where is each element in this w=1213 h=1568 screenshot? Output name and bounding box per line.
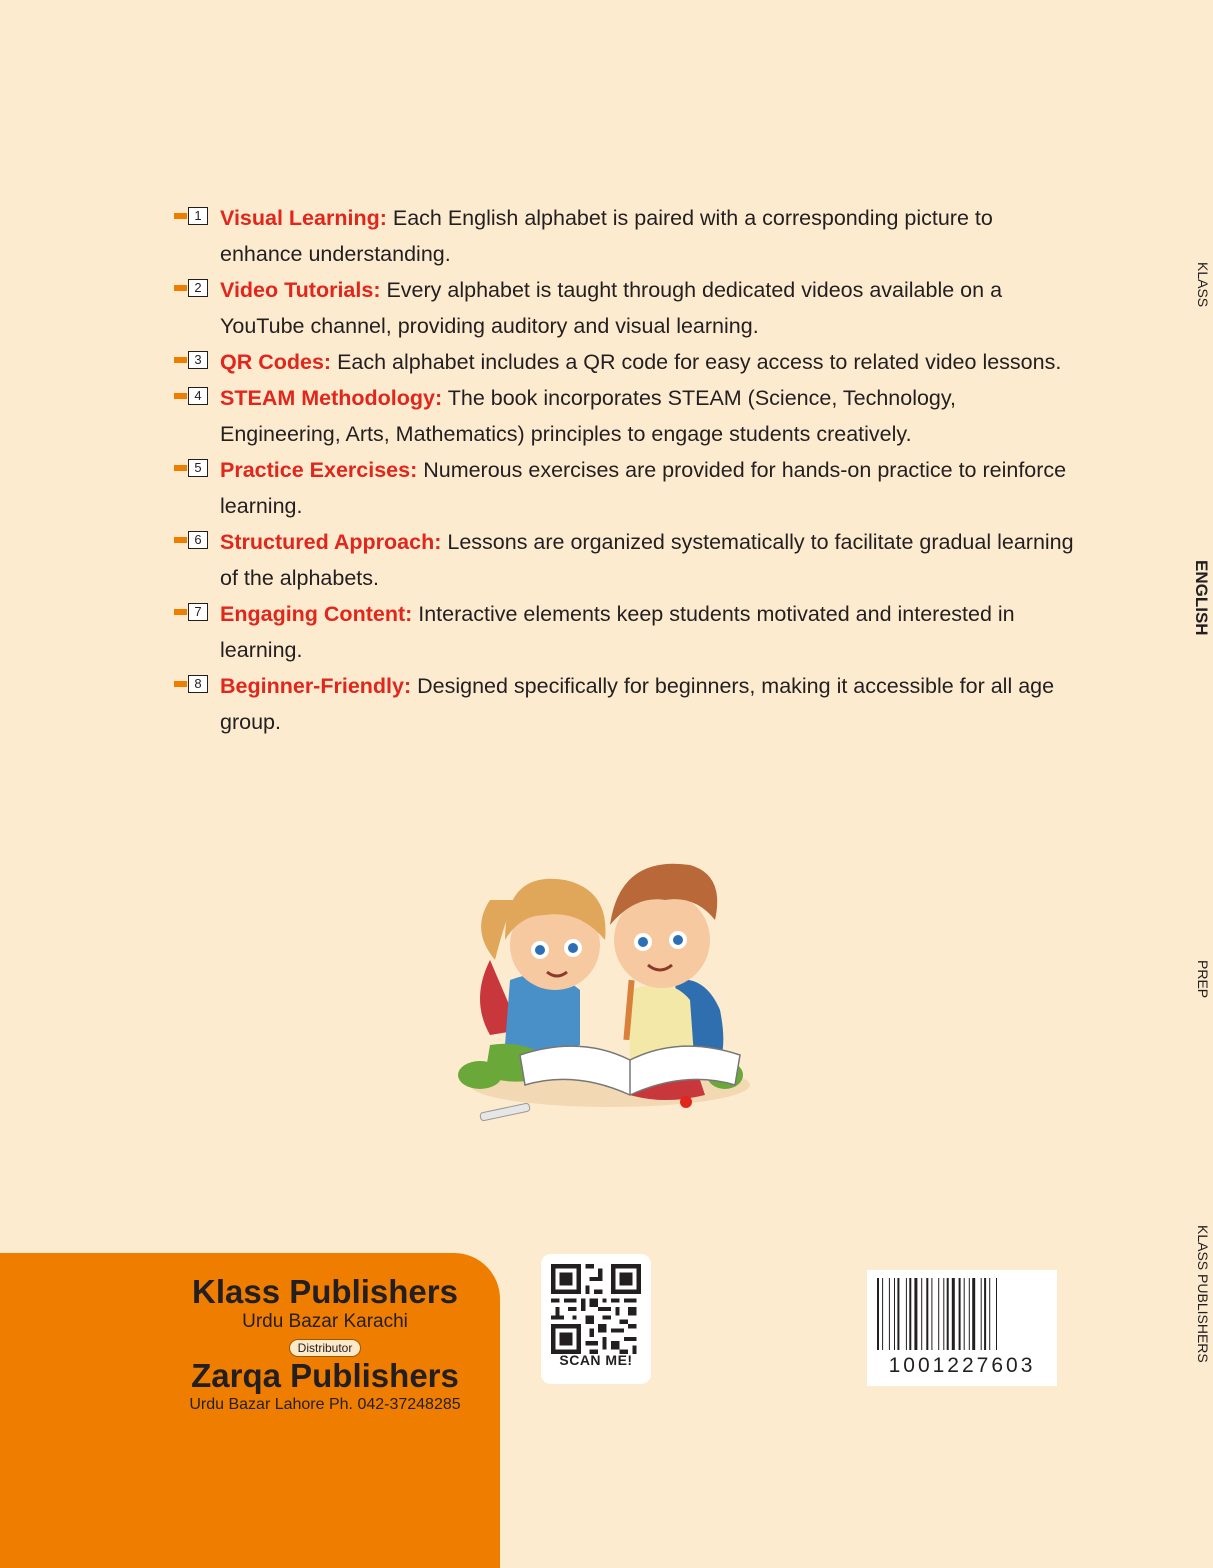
bullet-marker: 4 [174,387,208,405]
feature-item [174,380,1074,452]
bullet-marker: 5 [174,459,208,477]
barcode-bars-icon [877,1278,1047,1350]
publisher-panel [0,1253,500,1568]
feature-item [174,452,1074,524]
feature-text: Interactive elements keep students motivated and interested in learning. [220,602,1015,662]
distributor-block [150,1339,500,1415]
bullet-marker: 7 [174,603,208,621]
feature-title: STEAM Methodology: [220,386,443,410]
spine-text-title: ENGLISH [1192,560,1211,636]
feature-text: The book incorporates STEAM (Science, Technology, Engineering, Arts, Mathematics) principles to engage students creatively. [220,386,957,446]
feature-item [174,272,1074,344]
bullet-marker: 3 [174,351,208,369]
bullet-marker: 8 [174,675,208,693]
barcode-number: 1001227603 [888,1354,1036,1377]
feature-text: Numerous exercises are provided for hands-on practice to reinforce learning. [220,458,1067,518]
feature-title: QR Codes: [220,350,332,374]
kids-reading-illustration [450,830,770,1130]
klass-publisher-block [150,1273,500,1333]
feature-text: Each English alphabet is paired with a corresponding picture to enhance understanding. [220,206,993,266]
scan-me-label: SCAN ME! [559,1352,633,1368]
feature-item [174,344,1074,380]
zarqa-publisher-name: Zarqa Publishers [191,1357,459,1394]
bullet-marker: 1 [174,207,208,225]
bullet-marker: 2 [174,279,208,297]
feature-title: Visual Learning: [220,206,387,230]
distributor-badge: Distributor [289,1339,362,1357]
feature-title: Video Tutorials: [220,278,381,302]
spine-text-top: KLASS [1195,262,1211,308]
feature-item [174,200,1074,272]
feature-text: Designed specifically for beginners, making it accessible for all age group. [220,674,1055,734]
feature-text: Every alphabet is taught through dedicated videos available on a YouTube channel, providing auditory and visual learning. [220,278,1003,338]
spine-text-level: PREP [1195,960,1211,999]
zarqa-publisher-address: Urdu Bazar Lahore Ph. 042-37248285 [189,1396,461,1413]
feature-item [174,668,1074,740]
klass-publisher-address: Urdu Bazar Karachi [242,1311,408,1332]
feature-text: Lessons are organized systematically to facilitate gradual learning of the alphabets. [220,530,1074,590]
barcode [867,1270,1057,1386]
klass-publisher-name: Klass Publishers [192,1273,458,1310]
feature-list [174,200,1074,740]
bullet-marker: 6 [174,531,208,549]
feature-title: Practice Exercises: [220,458,418,482]
feature-title: Beginner-Friendly: [220,674,412,698]
feature-item [174,596,1074,668]
feature-title: Structured Approach: [220,530,442,554]
spine-text-publisher: KLASS PUBLISHERS [1195,1225,1211,1363]
qr-card [541,1254,651,1384]
feature-item [174,524,1074,596]
feature-text: Each alphabet includes a QR code for easy access to related video lessons. [331,350,1062,374]
qr-code-icon [551,1264,641,1354]
feature-title: Engaging Content: [220,602,413,626]
